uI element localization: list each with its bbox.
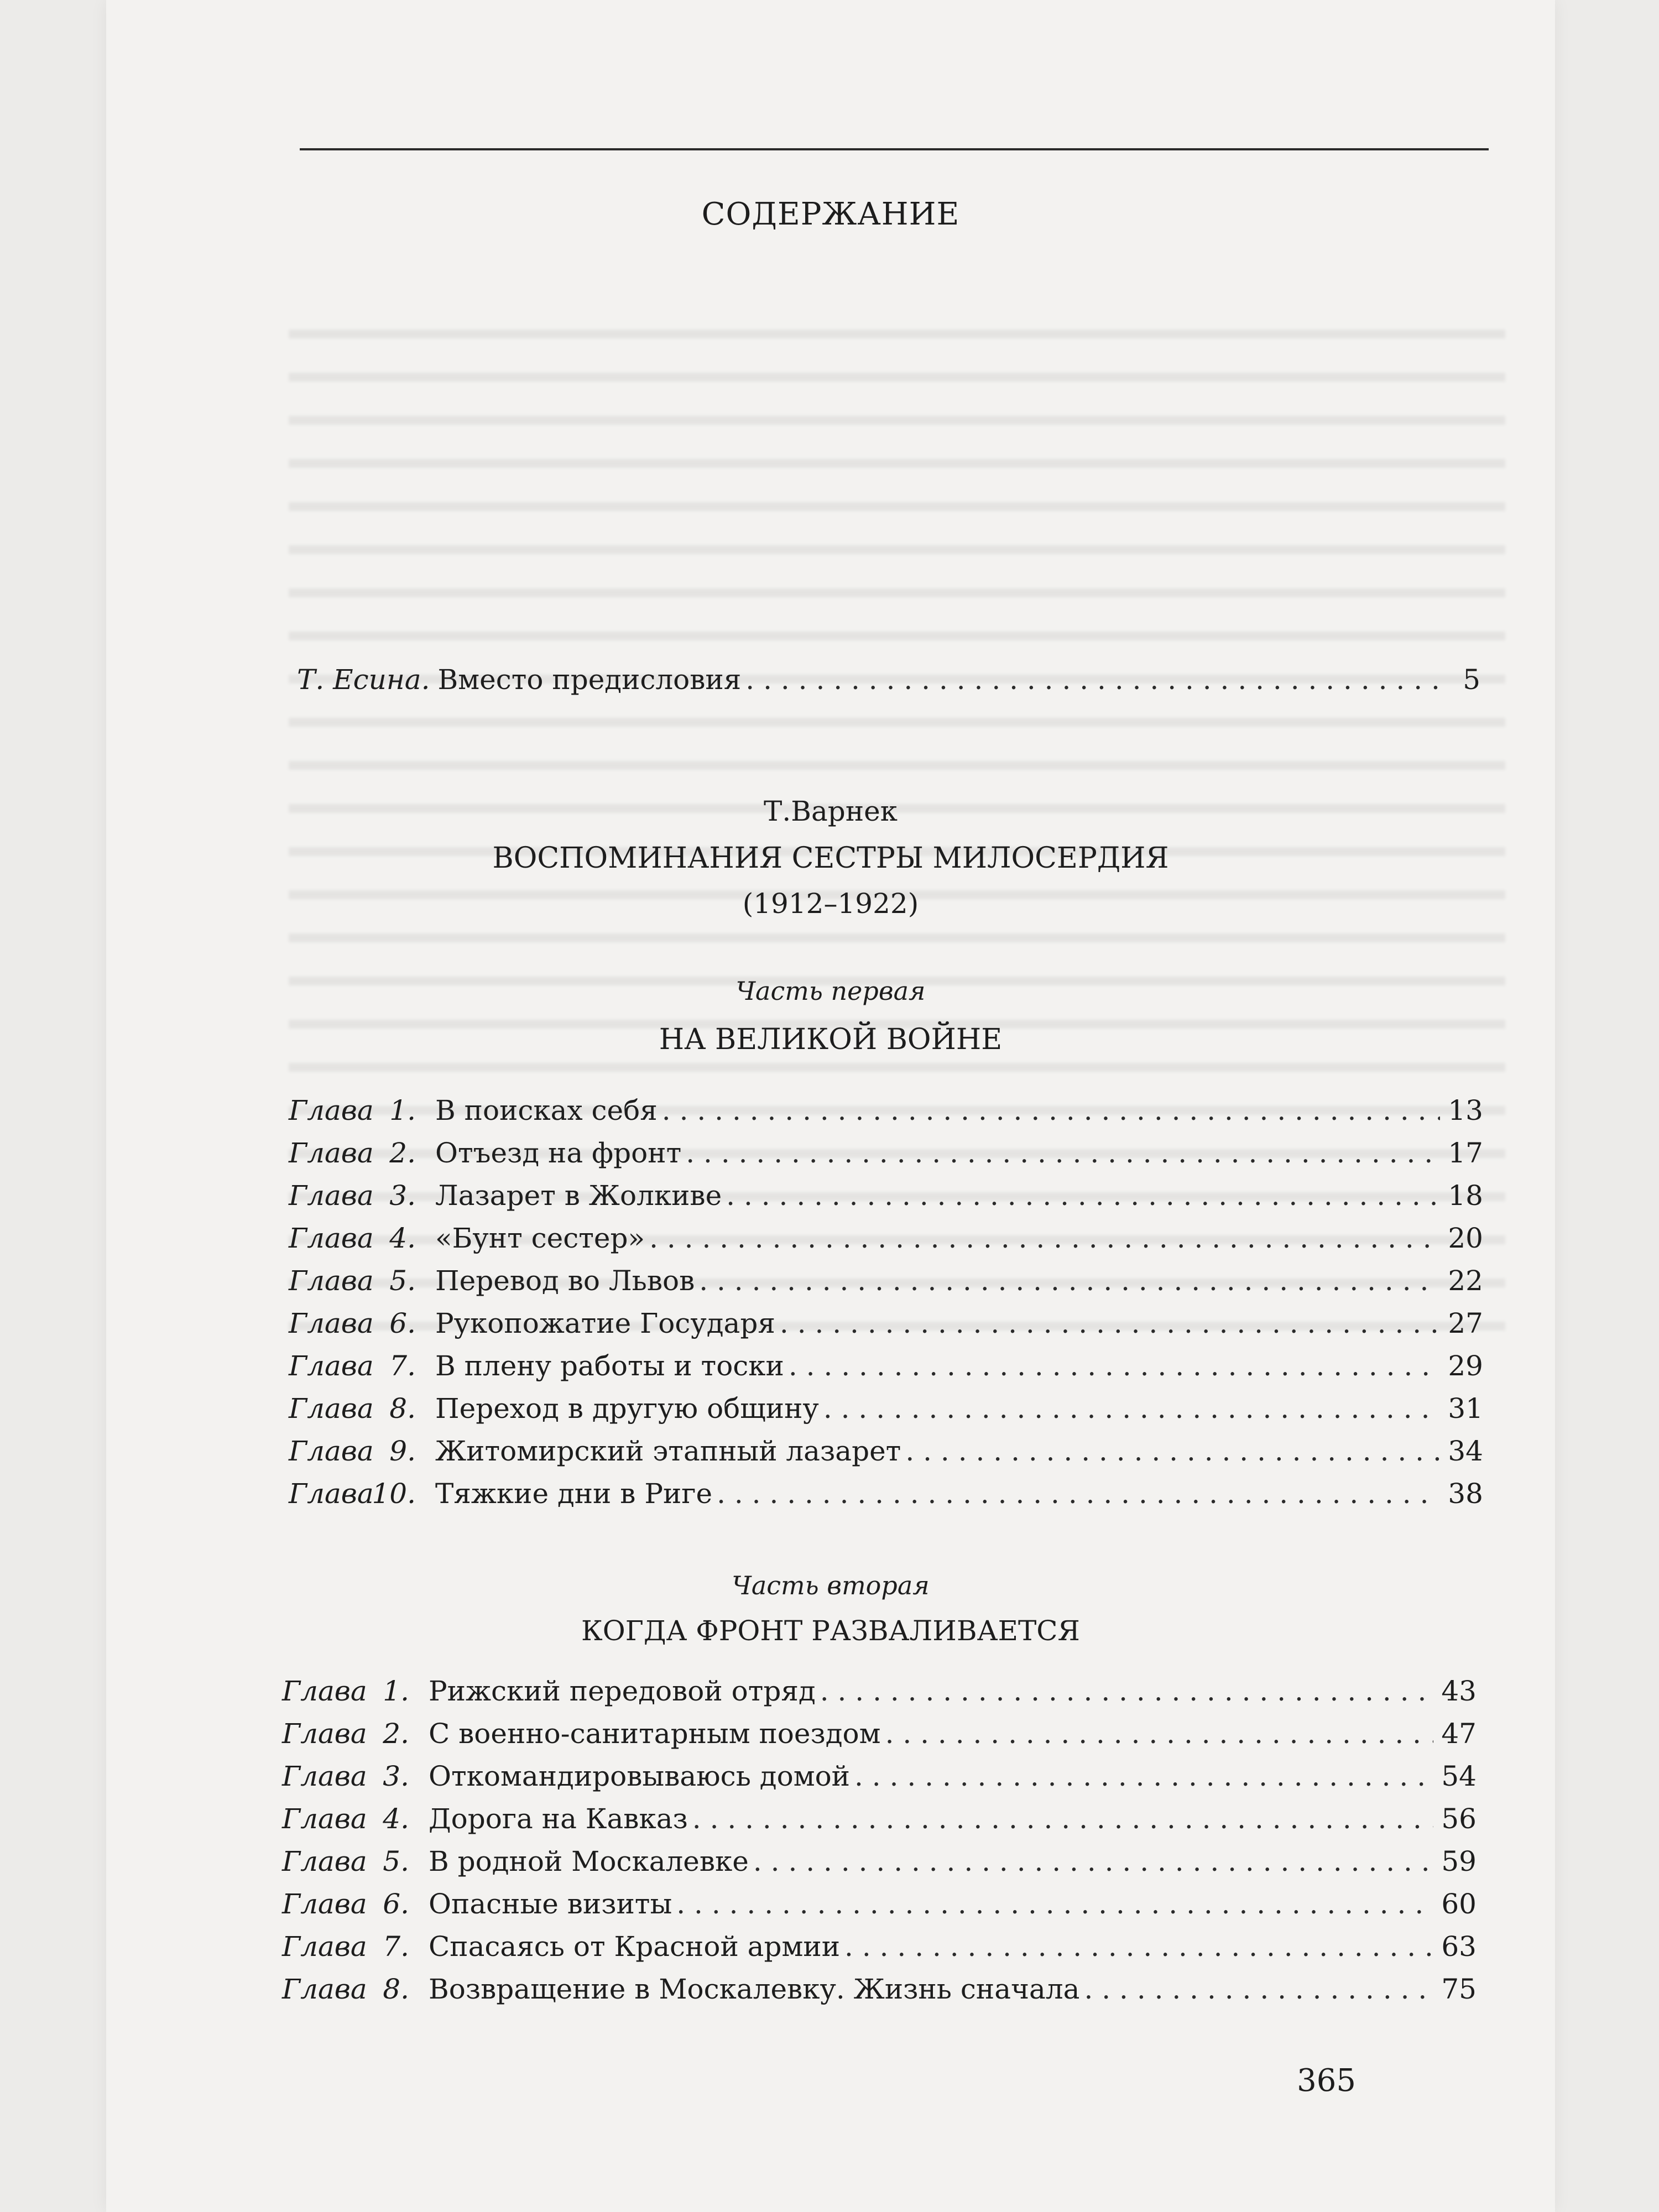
toc-row [282, 1713, 1477, 1755]
chapter-page: 29 [1448, 1350, 1483, 1382]
chapter-number: 10. [372, 1478, 416, 1510]
chapter-page: 63 [1441, 1931, 1477, 1963]
chapter-word: Глава [282, 1888, 367, 1920]
chapter-title: В плену работы и тоски [435, 1350, 784, 1382]
book-years: (1912–1922) [742, 888, 919, 920]
chapter-page: 13 [1448, 1094, 1483, 1126]
leader-dots [676, 1883, 1433, 1926]
chapter-title: В родной Москалевке [429, 1845, 749, 1877]
chapter-title: Дорога на Кавказ [429, 1803, 688, 1835]
leader-dots [854, 1755, 1433, 1798]
chapter-title: Житомирский этапный лазарет [435, 1435, 901, 1467]
chapter-number: 6. [389, 1307, 416, 1339]
leader-dots [745, 664, 1443, 696]
preface-author: Т. Есина. [297, 664, 430, 696]
chapter-number: 3. [389, 1180, 416, 1212]
chapter-number: 2. [389, 1137, 416, 1169]
toc-row [289, 1175, 1483, 1217]
chapter-title: Опасные визиты [429, 1888, 672, 1920]
toc-row [289, 1430, 1483, 1473]
leader-dots [726, 1175, 1440, 1217]
chapter-word: Глава [289, 1180, 374, 1212]
page-title: СОДЕРЖАНИЕ [701, 196, 960, 232]
part2-label: Часть вторая [732, 1571, 930, 1600]
chapter-word: Глава [289, 1478, 374, 1510]
chapter-page: 27 [1448, 1307, 1483, 1339]
toc-row [282, 1926, 1477, 1968]
leader-dots [844, 1926, 1433, 1968]
chapter-title: Отъезд на фронт [435, 1137, 682, 1169]
leader-dots [692, 1798, 1433, 1840]
book-title: ВОСПОМИНАНИЯ СЕСТРЫ МИЛОСЕРДИЯ [492, 842, 1169, 875]
chapter-word: Глава [282, 1760, 367, 1792]
chapter-word: Глава [289, 1392, 374, 1425]
preface-page: 5 [1463, 664, 1480, 696]
toc-row [289, 1132, 1483, 1175]
chapter-title: Лазарет в Жолкиве [435, 1180, 722, 1212]
chapter-number: 1. [389, 1094, 416, 1126]
toc-row [282, 1883, 1477, 1926]
leader-dots [820, 1670, 1433, 1713]
chapter-page: 47 [1441, 1718, 1477, 1750]
chapter-word: Глава [289, 1435, 374, 1467]
chapter-title: Спасаясь от Красной армии [429, 1931, 841, 1963]
chapter-number: 1. [383, 1675, 409, 1707]
chapter-title: Тяжкие дни в Риге [435, 1478, 713, 1510]
leader-dots [885, 1713, 1433, 1755]
chapter-title: Переход в другую общину [435, 1392, 819, 1425]
book-author: Т.Варнек [764, 795, 898, 827]
part1-title: НА ВЕЛИКОЙ ВОЙНЕ [659, 1023, 1003, 1056]
toc-row [282, 1670, 1477, 1713]
chapter-title: В поисках себя [435, 1094, 658, 1126]
preface-title: Вместо предисловия [437, 664, 742, 696]
part1-chapter-list [289, 1089, 1483, 1515]
chapter-number: 6. [383, 1888, 409, 1920]
chapter-word: Глава [282, 1803, 367, 1835]
chapter-number: 4. [389, 1222, 416, 1254]
leader-dots [649, 1217, 1440, 1260]
chapter-word: Глава [289, 1222, 374, 1254]
chapter-page: 17 [1448, 1137, 1483, 1169]
toc-row [289, 1217, 1483, 1260]
chapter-page: 34 [1448, 1435, 1483, 1467]
chapter-title: «Бунт сестер» [435, 1222, 645, 1254]
chapter-number: 5. [389, 1265, 416, 1297]
chapter-number: 5. [383, 1845, 409, 1877]
chapter-page: 56 [1441, 1803, 1477, 1835]
chapter-word: Глава [282, 1675, 367, 1707]
page-number: 365 [1297, 2063, 1356, 2099]
toc-row [289, 1387, 1483, 1430]
chapter-page: 60 [1441, 1888, 1477, 1920]
leader-dots [662, 1089, 1440, 1132]
part2-title: КОГДА ФРОНТ РАЗВАЛИВАЕТСЯ [581, 1615, 1080, 1647]
part2-chapter-list [282, 1670, 1477, 2011]
leader-dots [1084, 1968, 1433, 2011]
leader-dots [905, 1430, 1440, 1473]
chapter-title: Перевод во Львов [435, 1265, 695, 1297]
chapter-page: 20 [1448, 1222, 1483, 1254]
leader-dots [717, 1473, 1440, 1515]
chapter-number: 8. [383, 1973, 409, 2005]
chapter-number: 8. [389, 1392, 416, 1425]
chapter-page: 54 [1441, 1760, 1477, 1792]
chapter-page: 75 [1441, 1973, 1477, 2005]
chapter-title: Рукопожатие Государя [435, 1307, 775, 1339]
chapter-number: 4. [383, 1803, 409, 1835]
chapter-title: С военно-санитарным поездом [429, 1718, 881, 1750]
toc-row [282, 1968, 1477, 2011]
preface-entry [297, 664, 1480, 708]
chapter-number: 3. [383, 1760, 409, 1792]
chapter-page: 38 [1448, 1478, 1483, 1510]
toc-row [289, 1345, 1483, 1387]
chapter-title: Откомандировываюсь домой [429, 1760, 851, 1792]
chapter-word: Глава [289, 1350, 374, 1382]
chapter-word: Глава [289, 1265, 374, 1297]
chapter-number: 7. [389, 1350, 416, 1382]
chapter-word: Глава [282, 1845, 367, 1877]
toc-row [289, 1260, 1483, 1302]
toc-row [289, 1089, 1483, 1132]
chapter-word: Глава [282, 1973, 367, 2005]
leader-dots [780, 1302, 1440, 1345]
chapter-page: 31 [1448, 1392, 1483, 1425]
chapter-page: 59 [1441, 1845, 1477, 1877]
leader-dots [753, 1840, 1433, 1883]
chapter-word: Глава [289, 1307, 374, 1339]
part1-label: Часть первая [735, 976, 926, 1006]
chapter-word: Глава [289, 1094, 374, 1126]
chapter-title: Возвращение в Москалевку. Жизнь сначала [429, 1973, 1080, 2005]
chapter-page: 18 [1448, 1180, 1483, 1212]
leader-dots [789, 1345, 1440, 1387]
chapter-word: Глава [289, 1137, 374, 1169]
chapter-word: Глава [282, 1718, 367, 1750]
toc-row [282, 1840, 1477, 1883]
leader-dots [699, 1260, 1440, 1302]
book-page [106, 0, 1555, 2212]
toc-row [289, 1302, 1483, 1345]
leader-dots [686, 1132, 1440, 1175]
chapter-page: 22 [1448, 1265, 1483, 1297]
chapter-page: 43 [1441, 1675, 1477, 1707]
toc-row [282, 1798, 1477, 1840]
chapter-word: Глава [282, 1931, 367, 1963]
chapter-title: Рижский передовой отряд [429, 1675, 816, 1707]
leader-dots [823, 1387, 1440, 1430]
chapter-number: 9. [389, 1435, 416, 1467]
toc-row [289, 1473, 1483, 1515]
toc-row [282, 1755, 1477, 1798]
chapter-number: 2. [383, 1718, 409, 1750]
chapter-number: 7. [383, 1931, 409, 1963]
header-rule [300, 148, 1489, 150]
